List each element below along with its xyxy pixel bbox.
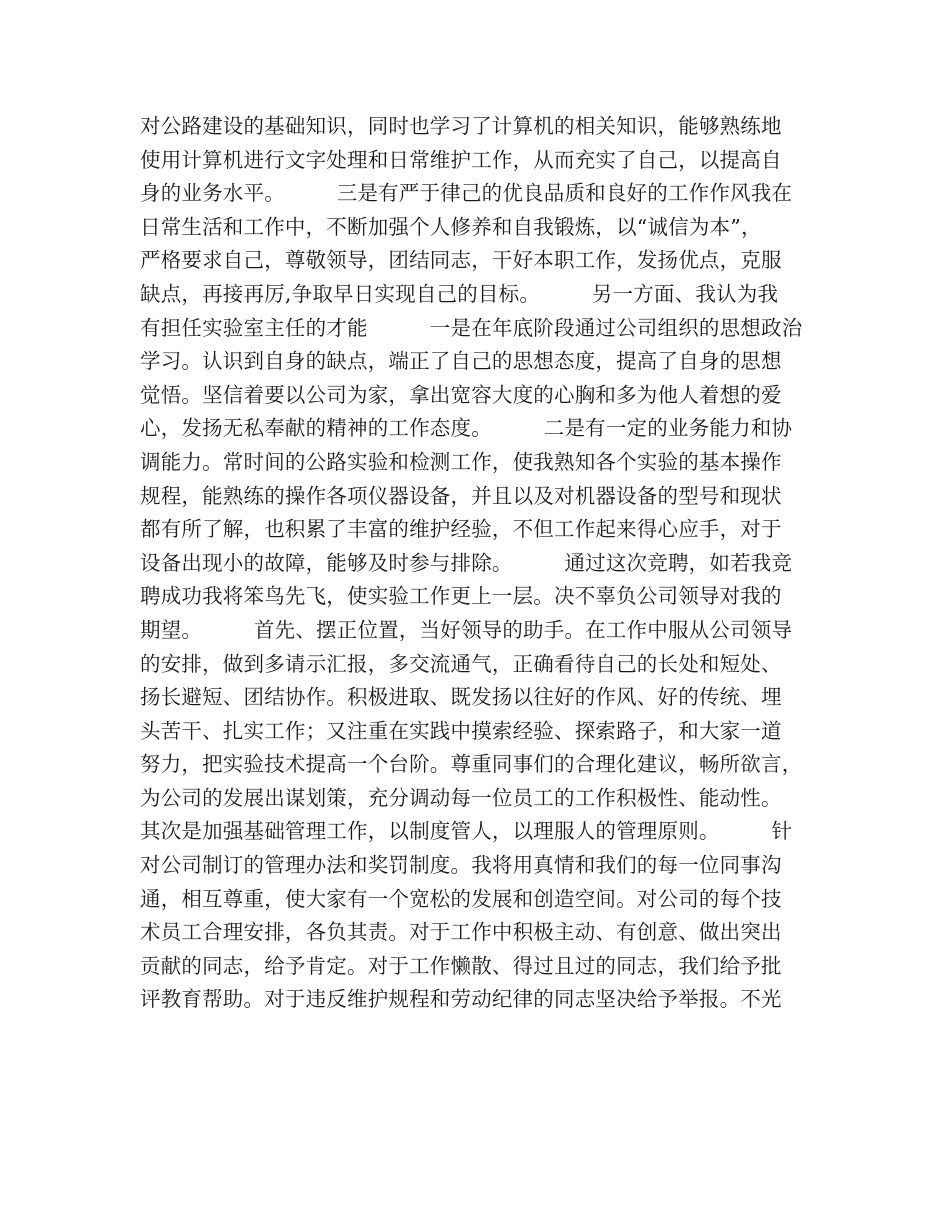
text-line: 调能力。常时间的公路实验和检测工作，使我熟知各个实验的基本操作 (140, 449, 782, 474)
text-line: 贡献的同志，给予肯定。对于工作懒散、得过且过的同志，我们给予批 (140, 953, 782, 978)
text-line: 缺点，再接再厉,争取早日实现自己的目标。 另一方面、我认为我 (140, 281, 779, 306)
text-line: 使用计算机进行文字处理和日常维护工作，从而充实了自己，以提高自 (140, 147, 782, 172)
text-line: 通，相互尊重，使大家有一个宽松的发展和创造空间。对公司的每个技 (140, 886, 782, 911)
text-line: 对公路建设的基础知识，同时也学习了计算机的相关知识，能够熟练地 (140, 114, 782, 138)
text-line: 规程，能熟练的操作各项仪器设备，并且以及对机器设备的型号和现状 (140, 483, 782, 508)
text-line: 为公司的发展出谋划策，充分调动每一位员工的工作积极性、能动性。 (140, 785, 782, 810)
body-text (140, 110, 830, 1017)
text-line: 扬长避短、团结协作。积极进取、既发扬以往好的作风、好的传统、埋 (140, 685, 782, 710)
text-line: 头苦干、扎实工作；又注重在实践中摸索经验、探索路子，和大家一道 (140, 718, 782, 743)
text-line: 期望。 首先、摆正位置，当好领导的助手。在工作中服从公司领导 (140, 617, 793, 642)
text-line: 都有所了解，也积累了丰富的维护经验，不但工作起来得心应手，对于 (140, 517, 782, 542)
text-line: 觉悟。坚信着要以公司为家，拿出宽容大度的心胸和多为他人着想的爱 (140, 382, 782, 407)
text-line: 评教育帮助。对于违反维护规程和劳动纪律的同志坚决给予举报。不光 (140, 987, 782, 1012)
text-line: 心，发扬无私奉献的精神的工作态度。 二是有一定的业务能力和协 (140, 416, 793, 441)
text-line: 学习。认识到自身的缺点，端正了自己的思想态度，提高了自身的思想 (140, 349, 782, 374)
text-line: 努力，把实验技术提高一个台阶。尊重同事们的合理化建议，畅所欲言， (140, 752, 803, 777)
text-line: 日常生活和工作中，不断加强个人修养和自我锻炼，以“诚信为本”， (140, 214, 762, 239)
text-line: 术员工合理安排，各负其责。对于工作中积极主动、有创意、做出突出 (140, 920, 782, 945)
text-line: 严格要求自己，尊敬领导，团结同志，干好本职工作，发扬优点，克服 (140, 248, 782, 273)
text-line: 聘成功我将笨鸟先飞，使实验工作更上一层。决不辜负公司领导对我的 (140, 584, 782, 609)
text-line: 对公司制订的管理办法和奖罚制度。我将用真情和我们的每一位同事沟 (140, 853, 782, 878)
text-line: 其次是加强基础管理工作，以制度管人，以理服人的管理原则。 针 (140, 819, 793, 844)
text-line: 设备出现小的故障，能够及时参与排除。 通过这次竞聘，如若我竞 (140, 550, 793, 575)
text-line: 的安排，做到多请示汇报，多交流通气，正确看待自己的长处和短处、 (140, 651, 782, 676)
text-line: 身的业务水平。 三是有严于律己的优良品质和良好的工作作风我在 (140, 181, 793, 206)
text-line: 有担任实验室主任的才能 一是在年底阶段通过公司组织的思想政治 (140, 315, 803, 340)
